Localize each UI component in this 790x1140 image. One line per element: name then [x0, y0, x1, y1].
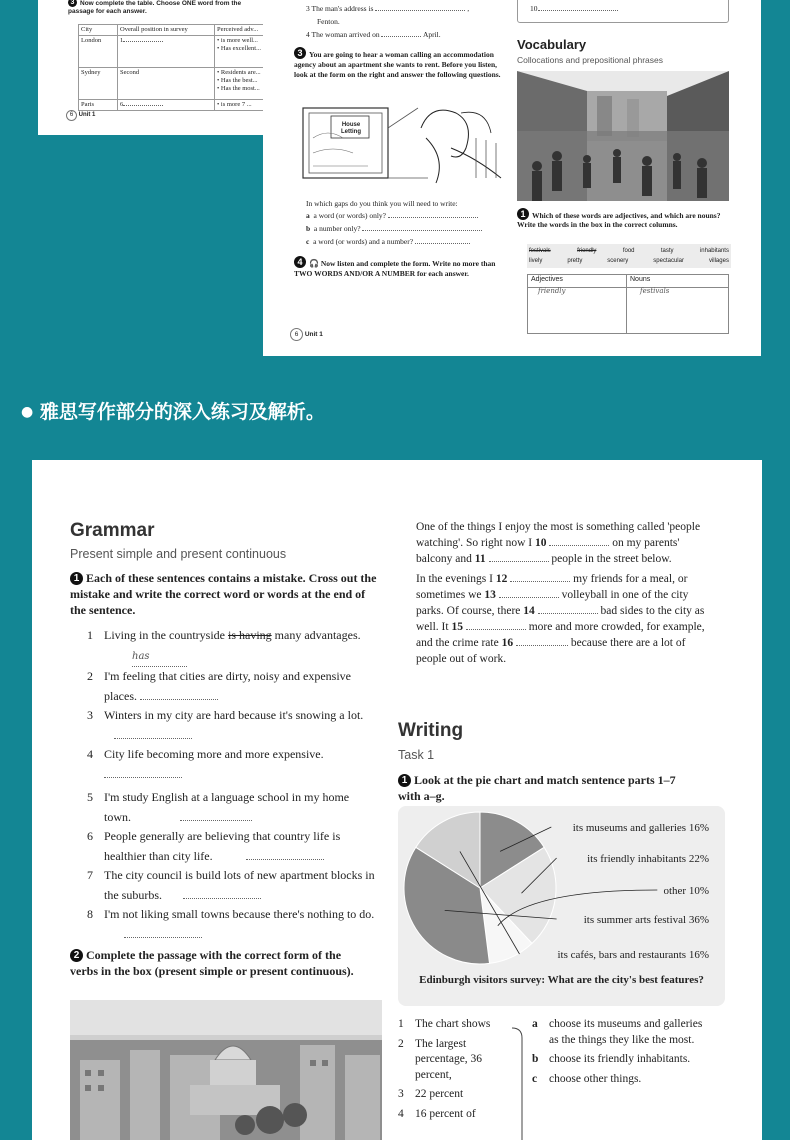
banner-text: 雅思写作部分的深入练习及解析。: [39, 401, 325, 423]
headphones-icon: 🎧: [309, 259, 319, 268]
match-left-item: 3 22 percent: [398, 1088, 464, 1100]
vocab-subtitle: Collocations and prepositional phrases: [517, 55, 664, 65]
match-left-item: 1 The chart shows: [398, 1018, 491, 1030]
grammar-item: 5 I'm study English at a language school in my home town.: [87, 790, 350, 824]
p1-cell: 6: [118, 100, 215, 111]
grammar-item: 4 City life becoming more and more expensive.: [87, 745, 377, 784]
p1-cell: London: [79, 36, 118, 68]
word-item: spectacular: [653, 258, 684, 264]
p1-th-adv: Perceived adv...: [215, 25, 308, 36]
match-left-item: 2 The largest percentage, 36 percent,: [398, 1037, 483, 1081]
col-adjectives: Adjectives: [531, 276, 563, 283]
word-item: food: [622, 248, 635, 254]
p2-box-text: [530, 0, 646, 3]
p2-option: a a word (or words) only?: [306, 211, 511, 221]
p2-form-box: [517, 0, 729, 23]
chart-title: Edinburgh visitors survey: What are the city's best features?: [419, 974, 704, 986]
p1-cell: Sydney: [79, 68, 118, 100]
word-item: scenery: [607, 258, 629, 264]
p1-cell: • is more well... • Has excellent...: [215, 36, 308, 68]
passage: [416, 519, 714, 667]
p1-cell: 1: [118, 36, 215, 68]
grammar-item: 6 People generally are believing that country life is healthier than city life.: [87, 829, 341, 863]
woman-phone-illustration: [301, 98, 506, 186]
p1-footer: 6 Unit 1: [66, 110, 95, 121]
grammar-items: [87, 626, 377, 944]
answer-1: has: [132, 647, 187, 668]
match-left: [398, 1017, 510, 1122]
p1-instruction: 3 Now complete the table. Choose ONE word from the passage for each answer.: [68, 0, 242, 15]
p2-fenton: Fenton.: [317, 17, 340, 26]
match-right: [532, 1017, 712, 1087]
answer-noun: festivals: [640, 287, 670, 295]
p2-footer: 6 Unit 1: [290, 328, 323, 341]
grammar-ex1: 1 Each of these sentences contains a mistake. Cross out the mistake and write the correct word or words at the end of the sentence.: [70, 571, 377, 617]
vocab-ex1: 1 Which of these words are adjectives, and which are nouns? Write the words in the box in the correct columns.: [517, 209, 721, 229]
p1-th-position: Overall position in survey: [118, 25, 215, 36]
answer-adjective: friendly: [538, 287, 566, 295]
match-right-item: a choose its museums and galleries as the things they like the most.: [532, 1018, 703, 1046]
match-right-item: c choose other things.: [532, 1072, 642, 1085]
pie-label: its museums and galleries 16%: [572, 822, 709, 834]
match-right-item: b choose its friendly inhabitants.: [532, 1053, 691, 1065]
p1-cell: Second: [118, 68, 215, 100]
page-2: [263, 0, 761, 356]
word-item: festivals: [529, 248, 551, 254]
pie-label: its summer arts festival 36%: [583, 914, 709, 926]
grammar-item: 2 I'm feeling that cities are dirty, noisy and expensive places.: [87, 669, 351, 703]
grammar-subtitle: Present simple and present continuous: [70, 547, 287, 561]
p2-option: b a number only?: [306, 224, 511, 234]
p2-ex4: 4 🎧 Now listen and complete the form. Write no more than TWO WORDS AND/OR A NUMBER for each answer.: [294, 257, 496, 278]
pie-label: its cafés, bars and restaurants 16%: [557, 949, 709, 961]
p1-cell: • Residents are... • Has the best... • Has the most...: [215, 68, 308, 100]
passage-p1: One of the things I enjoy the most is something called 'people watching'. So right now I 10 on my parents' balcony and 11 people in the street below.: [416, 521, 701, 565]
writing-title: Writing: [398, 720, 464, 741]
col-nouns: Nouns: [630, 276, 651, 283]
grammar-title: Grammar: [70, 520, 155, 541]
grammar-item: 1 Living in the countryside is having many advantages. has: [87, 626, 377, 667]
page-3: [32, 460, 762, 1140]
market-street-photo: [517, 71, 729, 201]
word-item: pretty: [567, 258, 583, 264]
p2-option: c a word (or words) and a number?: [306, 237, 511, 247]
pie-chart-panel: [398, 806, 725, 1006]
vocab-title: Vocabulary: [517, 37, 587, 52]
word-item: lively: [529, 258, 543, 264]
p1-cell: • is more 7 ...: [215, 100, 308, 111]
bullet-icon: ●: [21, 404, 34, 420]
passage-p2: In the evenings I 12 my friends for a meal, or sometimes we 13 volleyball in one of the city parks. Of course, there 14 bad sides to the city as well. It 15 more and more crowded, for example, and the crime rate 16 because there are a lot of people out of work.: [416, 573, 705, 665]
writing-ex1: 1 Look at the pie chart and match sentence parts 1–7 with a–g.: [398, 773, 676, 803]
section-banner: [21, 397, 325, 424]
word-box: [527, 244, 731, 268]
p2-ex3: 3 You are going to hear a woman calling an accommodation agency about an apartment she wants to rent. Before you listen, look at the form on the right and answer the following questions.: [294, 48, 501, 79]
page-1: [38, 0, 288, 135]
pie-label: other 10%: [663, 885, 709, 897]
p2-q3: 3 The man's address is ,: [306, 4, 470, 13]
p2-box-10: 10: [530, 4, 618, 14]
house-letting-sign: House Letting: [341, 122, 361, 135]
p2-question: In which gaps do you think you will need to write:: [306, 199, 458, 208]
word-item: friendly: [577, 248, 597, 254]
adj-noun-table: [527, 274, 729, 334]
p1-cell: Paris: [79, 100, 118, 111]
city-skyline-photo: [70, 1000, 382, 1140]
p2-options: [306, 211, 511, 247]
word-item: villages: [708, 258, 729, 264]
match-left-item: 4 16 percent of: [398, 1107, 476, 1120]
pie-label: its friendly inhabitants 22%: [587, 853, 709, 865]
word-item: inhabitants: [699, 248, 729, 254]
pie-chart: [398, 806, 725, 971]
grammar-item: 8 I'm not liking small towns because there's nothing to do.: [87, 905, 377, 944]
bracket: [510, 1020, 526, 1140]
p2-q4: 4 The woman arrived on April.: [306, 30, 441, 39]
writing-subtitle: Task 1: [398, 748, 435, 762]
grammar-ex2: 2 Complete the passage with the correct form of the verbs in the box (present simple or present continuous).: [70, 948, 354, 978]
grammar-item: 7 The city council is build lots of new apartment blocks in the suburbs.: [87, 868, 375, 902]
grammar-item: 3 Winters in my city are hard because it's snowing a lot.: [87, 706, 377, 745]
p1-th-city: City: [79, 25, 118, 36]
word-item: tasty: [660, 248, 674, 254]
